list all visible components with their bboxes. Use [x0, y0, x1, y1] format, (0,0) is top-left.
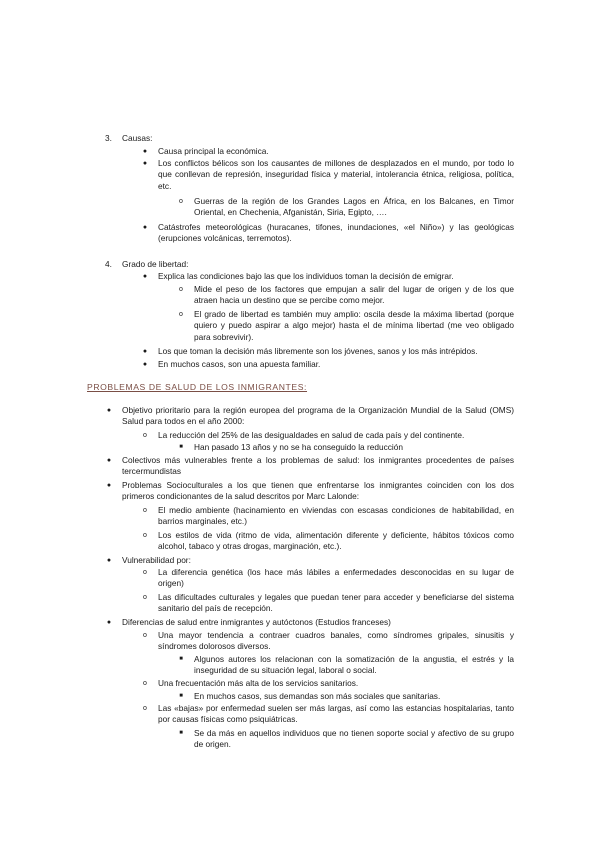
bullet-icon: ●	[142, 273, 148, 280]
list-item: Los que toman la decisión más libremente son los jóvenes, sanos y los más intrépidos.	[158, 346, 478, 356]
square-bullet-icon: ■	[179, 730, 183, 736]
circle-bullet-icon: o	[179, 311, 183, 318]
section-title-causas: Causas:	[122, 133, 153, 143]
list-item: Catástrofes meteorológicas (huracanes, tifones, inundaciones, «el Niño») y las geológicas (erupciones volcánicas, terremotos).	[158, 222, 514, 244]
bullet-icon: ●	[142, 160, 148, 167]
circle-bullet-icon: o	[143, 594, 147, 601]
list-item: Las «bajas» por enfermedad suelen ser más largas, así como las estancias hospitalarias, tanto por causas físicas como psiquiátricas.	[158, 703, 514, 725]
list-item: En muchos casos, son una apuesta familiar.	[158, 359, 321, 369]
list-item: Una frecuentación más alta de los servicios sanitarios.	[158, 678, 359, 688]
list-item: Algunos autores los relacionan con la somatización de la angustia, el estrés y la inseguridad de su situación legal, laboral o social.	[194, 654, 514, 676]
list-item: Guerras de la región de los Grandes Lagos en África, en los Balcanes, en Timor Oriental, en Chechenia, Afganistán, Siria, Egipto, ….	[194, 196, 514, 218]
list-item: Colectivos más vulnerables frente a los problemas de salud: los inmigrantes procedentes de países tercermundistas	[122, 455, 514, 477]
list-item: La reducción del 25% de las desigualdades en salud de cada país y del continente.	[158, 430, 465, 440]
bullet-icon: ●	[106, 482, 112, 489]
list-item: Mide el peso de los factores que empujan a salir del lugar de origen y de los que atraen hacia un destino que se percibe como mejor.	[194, 284, 514, 306]
list-item: Problemas Socioculturales a los que tienen que enfrentarse los inmigrantes coinciden con los dos primeros condicionantes de la salud descritos por Marc Lalonde:	[122, 480, 514, 502]
list-item: Las dificultades culturales y legales que puedan tener para acceder y beneficiarse del sistema sanitario del país de recepción.	[158, 592, 514, 614]
circle-bullet-icon: o	[179, 286, 183, 293]
bullet-icon: ●	[142, 361, 148, 368]
list-item: Explica las condiciones bajo las que los individuos toman la decisión de emigrar.	[158, 271, 454, 281]
list-item: Los conflictos bélicos son los causantes de millones de desplazados en el mundo, por todo lo que conllevan de represión, inseguridad física y material, intolerancia étnica, religiosa, política, etc.	[158, 158, 514, 191]
list-item: En muchos casos, sus demandas son más sociales que sanitarias.	[194, 691, 441, 701]
bullet-icon: ●	[106, 457, 112, 464]
bullet-icon: ●	[106, 619, 112, 626]
list-item: El grado de libertad es también muy amplio: oscila desde la máxima libertad (porque quiero y puedo aspirar a algo mejor) hasta el de mínima libertad (me veo obligado para sobrevivir).	[194, 309, 514, 342]
list-item: Causa principal la económica.	[158, 146, 269, 156]
list-number: 4.	[105, 259, 112, 269]
list-item: Una mayor tendencia a contraer cuadros banales, como síndromes gripales, sinusitis y síndromes dolorosos diversos.	[158, 630, 514, 652]
list-number: 3.	[105, 133, 112, 143]
circle-bullet-icon: o	[179, 198, 183, 205]
bullet-icon: ●	[106, 557, 112, 564]
list-item: La diferencia genética (los hace más lábiles a enfermedades desconocidas en su lugar de origen)	[158, 567, 514, 589]
square-bullet-icon: ■	[179, 656, 183, 662]
circle-bullet-icon: o	[143, 680, 147, 687]
bullet-icon: ●	[142, 224, 148, 231]
circle-bullet-icon: o	[143, 532, 147, 539]
square-bullet-icon: ■	[179, 693, 183, 699]
list-item: Vulnerabilidad por:	[122, 555, 191, 565]
list-item: Se da más en aquellos individuos que no tienen soporte social y afectivo de su grupo de origen.	[194, 728, 514, 750]
circle-bullet-icon: o	[143, 432, 147, 439]
bullet-icon: ●	[142, 348, 148, 355]
list-item: El medio ambiente (hacinamiento en viviendas con escasas condiciones de habitabilidad, en barrios marginales, etc.)	[158, 505, 514, 527]
circle-bullet-icon: o	[143, 632, 147, 639]
list-item: Han pasado 13 años y no se ha conseguido la reducción	[194, 442, 403, 452]
circle-bullet-icon: o	[143, 569, 147, 576]
circle-bullet-icon: o	[143, 705, 147, 712]
bullet-icon: ●	[142, 148, 148, 155]
list-item: Los estilos de vida (ritmo de vida, alimentación diferente y deficiente, hábitos tóxicos como alcohol, tabaco y otras drogas, marginación, etc.).	[158, 530, 514, 552]
bullet-icon: ●	[106, 407, 112, 414]
section-heading: PROBLEMAS DE SALUD DE LOS INMIGRANTES:	[87, 382, 308, 392]
circle-bullet-icon: o	[143, 507, 147, 514]
list-item: Diferencias de salud entre inmigrantes y autóctonos (Estudios franceses)	[122, 617, 391, 627]
square-bullet-icon: ■	[179, 444, 183, 450]
section-title-grado-libertad: Grado de libertad:	[122, 259, 189, 269]
list-item: Objetivo prioritario para la región europea del programa de la Organización Mundial de la Salud (OMS) Salud para todos en el año 2000:	[122, 405, 514, 427]
